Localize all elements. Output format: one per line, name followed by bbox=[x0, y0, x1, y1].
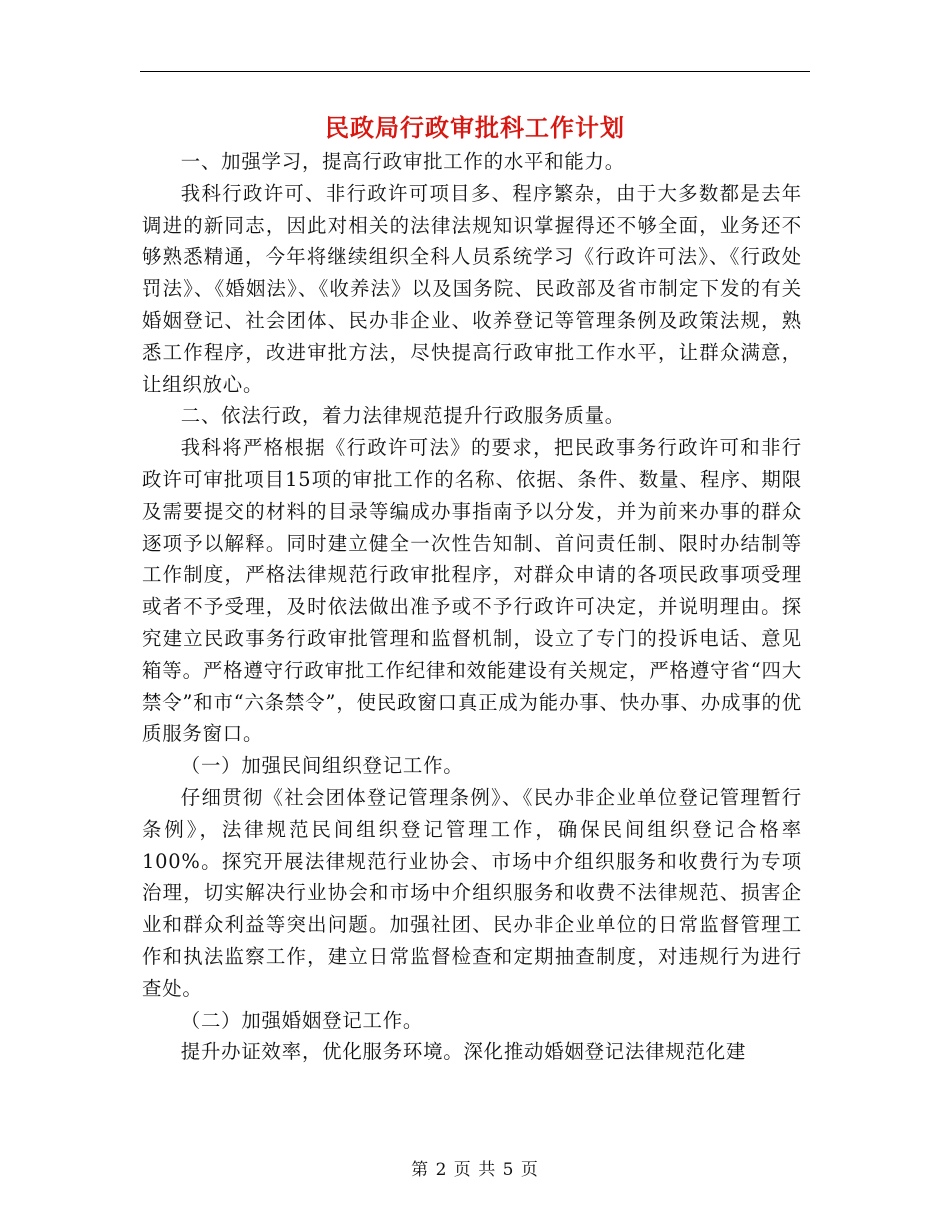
subsection-heading-2: （二）加强婚姻登记工作。 bbox=[180, 1008, 424, 1032]
section-heading-2: 二、依法行政，着力法律规范提升行政服务质量。 bbox=[180, 404, 625, 428]
header-rule bbox=[140, 71, 810, 72]
body-paragraph: 仔细贯彻《社会团体登记管理条例》、《民办非企业单位登记管理暂行条例》，法律规范民间组织登记管理工作，确保民间组织登记合格率100%。探究开展法律规范行业协会、市场中介组织服务和收费行为专项治理，切实解决行业协会和市场中介组织服务和收费不法律规范、损害企业和群众利益等突出问题。加强社团、民办非企业单位的日常监督管理工作和执法监察工作，建立日常监督检查和定期抽查制度，对违规行为进行查处。 bbox=[142, 785, 802, 1000]
document-body bbox=[142, 146, 802, 1068]
page-number-footer: 第 2 页 共 5 页 bbox=[411, 1160, 539, 1180]
body-paragraph: 提升办证效率，优化服务环境。深化推动婚姻登记法律规范化建 bbox=[180, 1040, 747, 1064]
body-paragraph: 我科将严格根据《行政许可法》的要求，把民政事务行政许可和非行政许可审批项目15项的审批工作的名称、依据、条件、数量、程序、期限及需要提交的材料的目录等编成办事指南予以分发，并为前来办事的群众逐项予以解释。同时建立健全一次性告知制、首问责任制、限时办结制等工作制度，严格法律规范行政审批程序，对群众申请的各项民政事项受理或者不予受理，及时依法做出准予或不予行政许可决定，并说明理由。探究建立民政事务行政审批管理和监督机制，设立了专门的投诉电话、意见箱等。严格遵守行政审批工作纪律和效能建设有关规定，严格遵守省“四大禁令”和市“六条禁令”，使民政窗口真正成为能办事、快办事、办成事的优质服务窗口。 bbox=[142, 436, 802, 746]
section-heading-1: 一、加强学习，提高行政审批工作的水平和能力。 bbox=[180, 150, 625, 173]
subsection-heading-1: （一）加强民间组织登记工作。 bbox=[180, 754, 464, 778]
document-title: 民政局行政审批科工作计划 bbox=[325, 113, 625, 142]
body-paragraph: 我科行政许可、非行政许可项目多、程序繁杂，由于大多数都是去年调进的新同志，因此对相关的法律法规知识掌握得还不够全面，业务还不够熟悉精通，今年将继续组织全科人员系统学习《行政许可法》、《行政处罚法》、《婚姻法》、《收养法》以及国务院、民政部及省市制定下发的有关婚姻登记、社会团体、民办非企业、收养登记等管理条例及政策法规，熟悉工作程序，改进审批方法，尽快提高行政审批工作水平，让群众满意，让组织放心。 bbox=[142, 181, 802, 396]
